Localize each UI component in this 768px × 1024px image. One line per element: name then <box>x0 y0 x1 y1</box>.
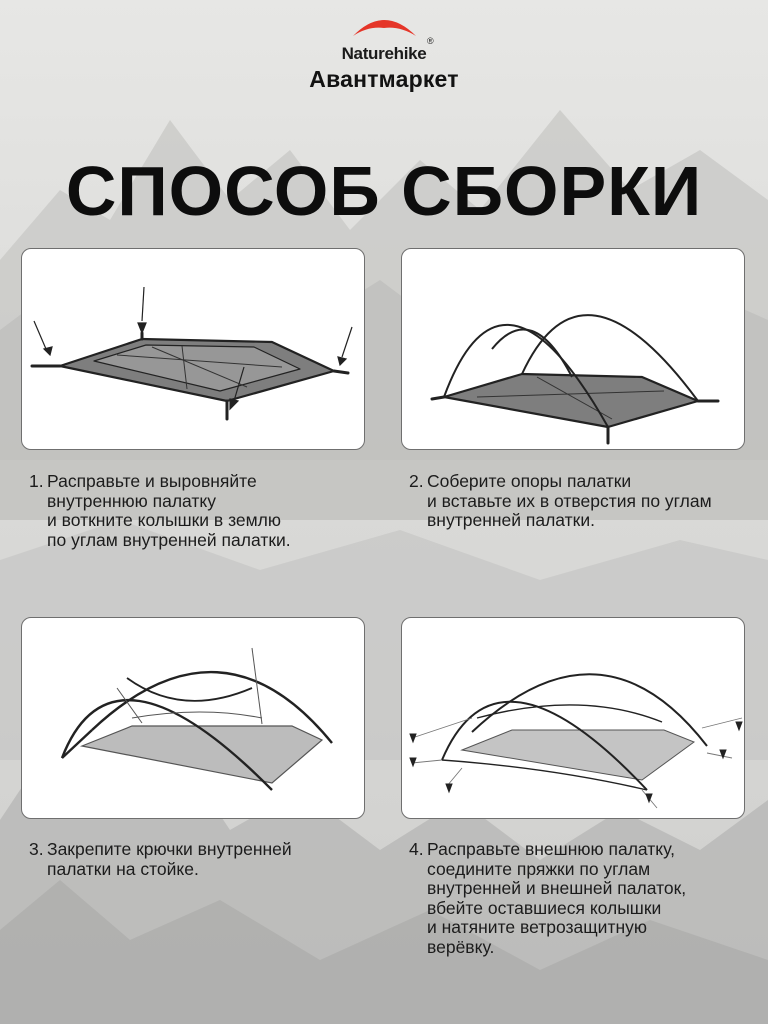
step-line: внутреннюю палатку <box>47 490 217 511</box>
step-line: внутренней палатки. <box>427 510 595 530</box>
step-2-illustration <box>401 248 745 450</box>
step-line: вбейте оставшиеся колышки <box>427 897 662 918</box>
outer-tent-guylines-icon <box>402 618 743 817</box>
step-4-illustration <box>401 617 745 819</box>
step-line: и натяните ветрозащитную <box>427 917 648 937</box>
step-line: внутренней и внешней палаток, <box>427 878 687 898</box>
step-number: 3. <box>29 839 44 859</box>
step-line: Расправьте и выровняйте <box>47 471 257 491</box>
step-line: палатки на стойке. <box>47 858 199 879</box>
step-line: соедините пряжки по углам <box>427 858 651 879</box>
step-line: Закрепите крючки внутренней <box>47 839 292 859</box>
step-line: и воткните колышки в землю <box>47 510 282 530</box>
step-number: 2. <box>409 471 424 491</box>
step-number: 4. <box>409 839 424 859</box>
step-line: верёвку. <box>427 936 495 957</box>
step-line: и вставьте их в отверстия по углам <box>427 490 712 511</box>
step-3-illustration <box>21 617 365 819</box>
step-number: 1. <box>29 471 44 491</box>
inner-tent-stakes-icon <box>22 249 363 448</box>
step-1-illustration <box>21 248 365 450</box>
brand-name: Naturehike <box>341 44 427 63</box>
naturehike-logo <box>0 8 768 66</box>
inner-tent-hooked-icon <box>22 618 363 817</box>
registered-mark: ® <box>427 36 434 46</box>
red-dome-icon <box>0 8 768 48</box>
store-name: Авантмаркет <box>309 66 459 92</box>
step-line: Соберите опоры палатки <box>427 471 632 491</box>
step-line: по углам внутренней палатки. <box>47 529 291 550</box>
step-line: Расправьте внешнюю палатку, <box>427 839 675 859</box>
page-title: СПОСОБ СБОРКИ <box>65 151 703 230</box>
tent-poles-icon <box>402 249 743 448</box>
